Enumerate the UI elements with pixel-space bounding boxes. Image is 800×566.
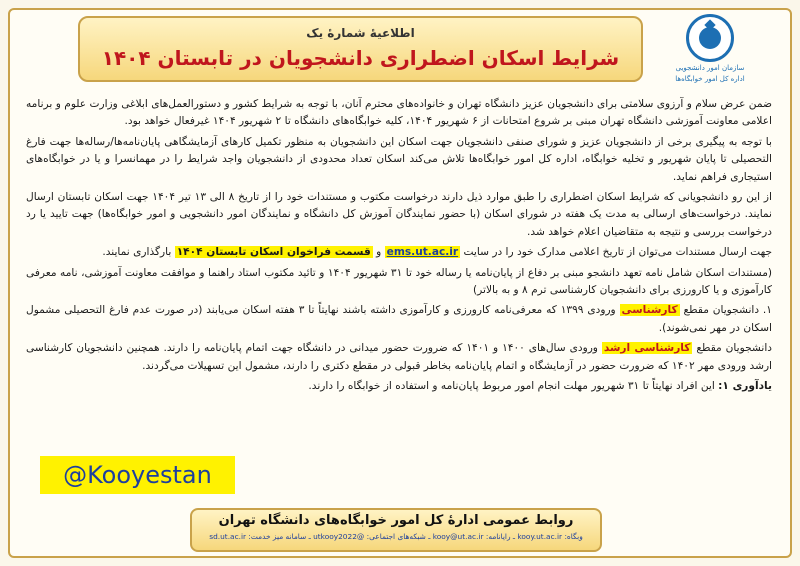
upload-text-mid: و [372, 246, 385, 259]
notice-body [26, 96, 772, 498]
reminder-text: این افراد نهایتاً تا ۳۱ شهریور مهلت انجام امور مربوط پایان‌نامه و استفاده از خوابگاه را دارند. [308, 380, 719, 393]
master-degree-highlight: کارشناسی ارشد [603, 342, 691, 355]
paragraph-documents: (مستندات اسکان شامل نامه تعهد دانشجو مبنی بر دفاع از پایان‌نامه یا رساله خود تا ۳۱ شهریور ۱۴۰۴ و تائید مکتوب استاد راهنما و موافقت معاونت آموزشی، نامه معرفی کارآموزی و یا کارورزی برای دانشجویان کارشناسی ترم ۸ و به بالاتر) [26, 266, 772, 297]
paragraph-intro: ضمن عرض سلام و آرزوی سلامتی برای دانشجویان عزیز دانشگاه تهران و خانواده‌های محترم آنان، با توجه به شرایط کشور و دستورالعمل‌های ابلاغی وزارت علوم و برنامه اعلامی معاونت آموزشی دانشگاه تهران مبنی بر شروع امتحانات از ۶ شهریور ۱۴۰۴، کلیه خوابگاه‌های دانشگاه تا ۲ شهریور ۱۴۰۴ غیرفعال خواهد بود. [26, 98, 772, 128]
reminder-label: یادآوری ۱: [718, 380, 772, 393]
footer-contacts: وبگاه: kooy.ut.ac.ir ـ رایانامه: kooy@ut.ac.ir ـ شبکه‌های اجتماعی: @utkooy2022 ـ سامانه میز خدمت: sd.ut.ac.ir [209, 532, 583, 541]
footer-banner [190, 508, 602, 552]
paragraph-master [26, 340, 772, 375]
bachelor-degree-highlight: کارشناسی [621, 304, 678, 317]
notice-label: اطلاعیهٔ شمارهٔ یک [306, 26, 415, 40]
logo-caption-line1: سازمان امور دانشجویی [675, 64, 745, 72]
master-text-after: ورودی سال‌های ۱۴۰۰ و ۱۴۰۱ که ضرورت حضور میدانی در دانشگاه جهت اتمام پایان‌نامه را دارند. همچنین دانشجویان کارشناسی ارشد ورودی مهر ۱۴۰۲ که ضرورت حضور در آزمایشگاه و اتمام پایان‌نامه بخاطر قبولی در مقطع دکتری را دارند، مشمول این تسهیلات می‌گردند. [26, 342, 772, 372]
ems-site-link[interactable]: ems.ut.ac.ir [386, 246, 459, 259]
upload-text-after: بارگذاری نمایند. [102, 246, 175, 259]
header-banner [78, 16, 643, 82]
paragraph-upload [26, 244, 772, 261]
logo-caption-line2: اداره کل امور خوابگاه‌ها [675, 75, 745, 83]
bachelor-text-before: ۱. دانشجویان مقطع [679, 304, 772, 317]
kooyestan-watermark: @Kooyestan [40, 456, 235, 494]
paragraph-application: از این رو دانشجویانی که شرایط اسکان اضطراری را طبق موارد ذیل دارند درخواست مکتوب و مستندات خود را از تاریخ ۸ الی ۱۳ تیر ۱۴۰۴ جهت اسکان تابستان ارسال نمایند. درخواست‌های ارسالی به مدت یک هفته در شورای اسکان (با حضور نمایندگان آموزش کل دانشگاه و نمایندگان امور دانشجویی و امور خوابگاه‌ها) جهت تایید یا رد درخواست بررسی و نتیجه به متقاضیان اعلام خواهد شد. [26, 191, 772, 238]
bachelor-text-after: ورودی ۱۳۹۹ که معرفی‌نامه کارورزی و کارآموزی داشته باشند نهایتاً تا ۳ هفته اسکان می‌یابند (در صورت عدم فارغ التحصیلی مشمول اسکان در مهر نمی‌شوند). [26, 304, 772, 334]
master-text-before: دانشجویان مقطع [692, 342, 772, 355]
paragraph-context: با توجه به پیگیری برخی از دانشجویان عزیز و شورای صنفی دانشجویان جهت اسکان این دانشجویان به منظور تکمیل کارهای آزمایشگاهی پایان‌نامه‌ها/رساله‌ها جهت فارغ التحصیلی تا پایان شهریور و تخلیه خوابگاه، اداره کل امور خوابگاه‌ها تلاش می‌کند اسکان تعداد محدودی از دانشجویان واجد شرایط را در مهمانسرا و یا در خوابگاه‌های استیجاری فراهم نماید. [26, 135, 772, 183]
university-seal-icon [686, 14, 734, 62]
site-word: سایت [463, 246, 489, 259]
call-section-highlight: قسمت فراخوان اسکان تابستان ۱۴۰۴ [176, 246, 371, 259]
paragraph-reminder [26, 378, 772, 395]
upload-text-before: جهت ارسال مستندات می‌توان از تاریخ اعلامی مدارک خود را در [488, 246, 772, 259]
university-logo [670, 14, 750, 94]
footer-title: روابط عمومی ادارهٔ کل امور خوابگاه‌های دانشگاه تهران [218, 513, 574, 528]
paragraph-bachelor [26, 302, 772, 337]
page-title: شرایط اسکان اضطراری دانشجویان در تابستان ۱۴۰۴ [101, 46, 620, 70]
